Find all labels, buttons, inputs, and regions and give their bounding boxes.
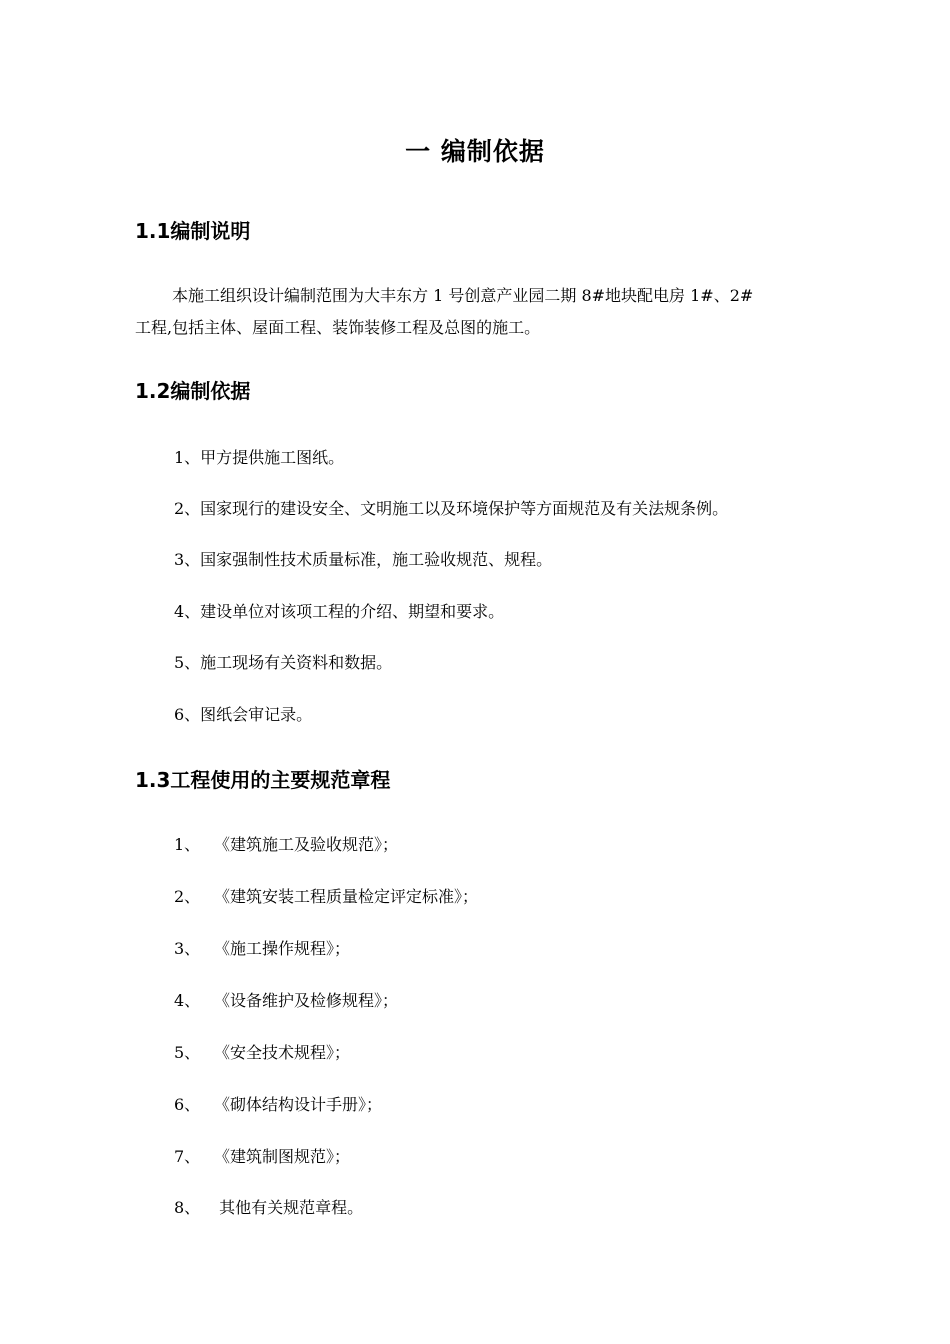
standard-item-5 (174, 1040, 350, 1066)
standard-item-number: 4、 (174, 991, 201, 1010)
standard-item-number: 8、 (174, 1198, 201, 1217)
standard-item-2 (174, 884, 478, 910)
standard-item-text: 《建筑安装工程质量检定评定标准》； (214, 887, 479, 906)
standard-item-7 (174, 1144, 350, 1170)
standard-item-text: 《建筑制图规范》； (214, 1147, 351, 1166)
standard-item-number: 5、 (174, 1043, 201, 1062)
standard-item-text: 《施工操作规程》； (214, 939, 351, 958)
standard-item-text: 其他有关规范章程。 (214, 1198, 364, 1217)
standard-item-3 (174, 936, 350, 962)
paragraph-line-2: 工程,包括主体、屋面工程、装饰装修工程及总图的施工。 (135, 318, 541, 337)
section-heading-1-2: 1.2编制依据 (135, 379, 251, 403)
basis-item-5: 5、施工现场有关资料和数据。 (174, 653, 393, 672)
standard-item-6 (174, 1092, 382, 1118)
standard-item-number: 7、 (174, 1147, 201, 1166)
section-heading-1-3: 1.3工程使用的主要规范章程 (135, 768, 391, 792)
standard-item-text: 《安全技术规程》； (214, 1043, 351, 1062)
section-heading-1-1: 1.1编制说明 (135, 219, 251, 243)
basis-item-6: 6、图纸会审记录。 (174, 705, 313, 724)
basis-item-1: 1、甲方提供施工图纸。 (174, 448, 345, 467)
basis-item-2: 2、国家现行的建设安全、文明施工以及环境保护等方面规范及有关法规条例。 (174, 499, 729, 518)
basis-item-4: 4、建设单位对该项工程的介绍、期望和要求。 (174, 602, 505, 621)
paragraph-line-1: 本施工组织设计编制范围为大丰东方 1 号创意产业园二期 8#地块配电房 1#、2# (172, 286, 754, 305)
standard-item-number: 2、 (174, 887, 201, 906)
standard-item-number: 3、 (174, 939, 201, 958)
standard-item-number: 1、 (174, 835, 201, 854)
standard-item-text: 《砌体结构设计手册》； (214, 1095, 383, 1114)
standard-item-8 (174, 1195, 363, 1221)
standard-item-text: 《建筑施工及验收规范》； (214, 835, 399, 854)
basis-item-3: 3、国家强制性技术质量标准，施工验收规范、规程。 (174, 550, 553, 569)
standard-item-text: 《设备维护及检修规程》； (214, 991, 399, 1010)
standard-item-4 (174, 988, 398, 1014)
page-title: 一 编制依据 (405, 137, 545, 166)
standard-item-number: 6、 (174, 1095, 201, 1114)
standard-item-1 (174, 832, 398, 858)
